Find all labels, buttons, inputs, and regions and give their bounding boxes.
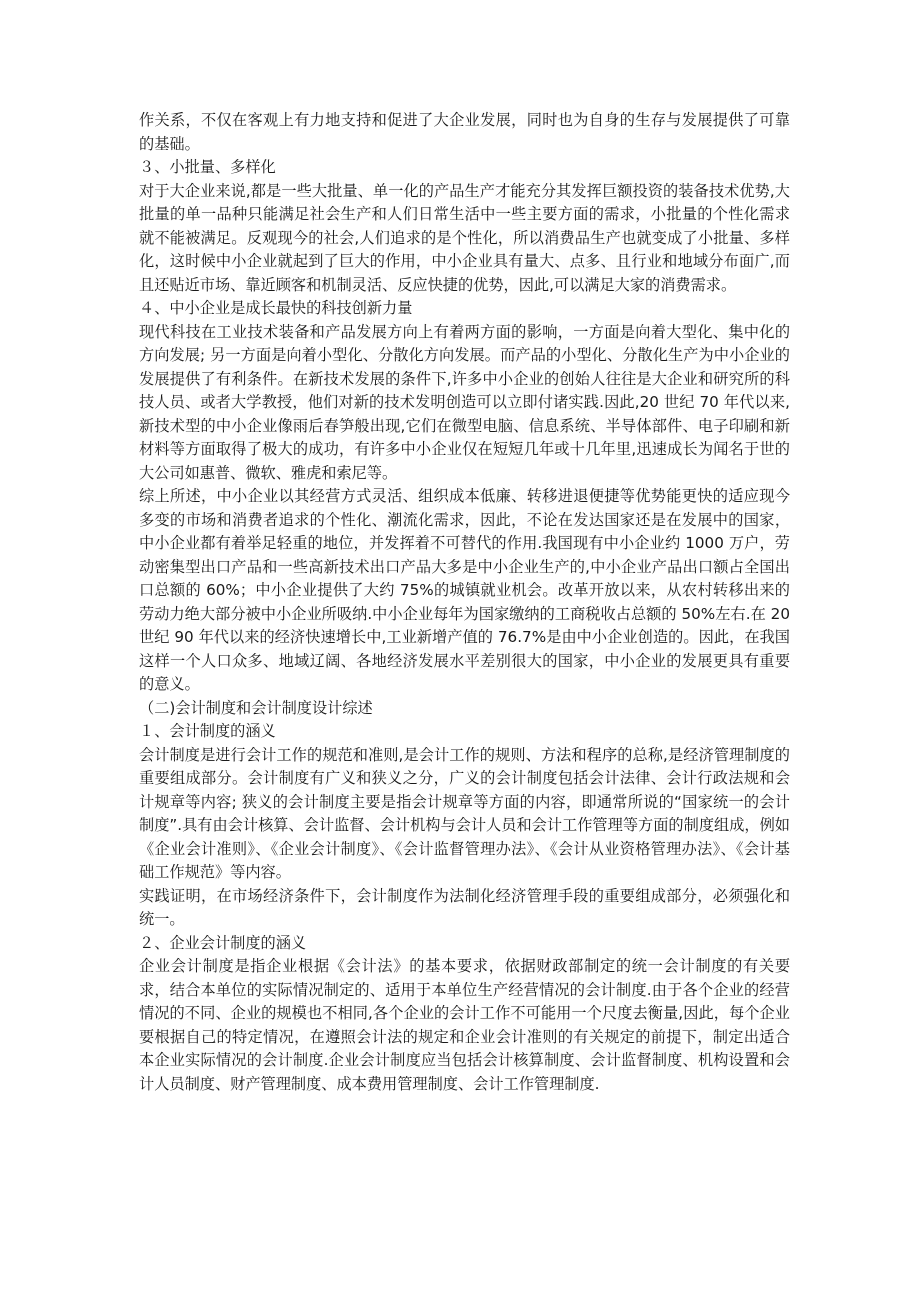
heading-accounting-meaning: １、会计制度的涵义 <box>139 722 276 740</box>
paragraph-accounting-meaning: 会计制度是进行会计工作的规范和准则,是会计工作的规则、方法和程序的总称,是经济管理制度的重要组成部分。会计制度有广义和狭义之分，广义的会计制度包括会计法律、会计行政法规和会计规章等内容; 狭义的会计制度主要是指会计规章等方面的内容，即通常所说的“国家统一的会计制度”.具有由会计核算、会计监督、会计机构与会计人员和会计工作管理等方面的制度组成，例如《企业会计准则》、《企业会计制度》、《会计监督管理办法》、《会计从业资格管理办法》、《会计基础工作规范》等内容。 <box>139 745 790 881</box>
heading-small-batch: ３、小批量、多样化 <box>139 158 276 176</box>
paragraph-small-batch: 对于大企业来说,都是一些大批量、单一化的产品生产才能充分其发挥巨额投资的装备技术优势,大批量的单一品种只能满足社会生产和人们日常生活中一些主要方面的需求，小批量的个性化需求就不能被满足。反观现今的社会,人们追求的是个性化，所以消费品生产也就变成了小批量、多样化，这时候中小企业就起到了巨大的作用，中小企业具有量大、点多、且行业和地域分布面广,而且还贴近市场、靠近顾客和机制灵活、反应快捷的优势，因此,可以满足大家的消费需求。 <box>139 181 790 294</box>
heading-accounting-overview: （二)会计制度和会计制度设计综述 <box>139 698 373 717</box>
paragraph-cooperation: 作关系，不仅在客观上有力地支持和促进了大企业发展，同时也为自身的生存与发展提供了可靠的基础。 <box>139 111 790 153</box>
paragraph-tech-innovation: 现代科技在工业技术装备和产品发展方向上有着两方面的影响，一方面是向着大型化、集中化的方向发展; 另一方面是向着小型化、分散化方向发展。而产品的小型化、分散化生产为中小企业的发展提供了有利条件。在新技术发展的条件下,许多中小企业的创始人往往是大企业和研究所的科技人员、或者大学教授，他们对新的技术发明创造可以立即付诸实践.因此,20 世纪 70 年代以来,新技术型的中小企业像雨后春笋般出现,它们在微型电脑、信息系统、半导体部件、电子印刷和新材料等方面取得了极大的成功，有许多中小企业仅在短短几年或十几年里,迅速成长为闻名于世的大公司如惠普、微软、雅虎和索尼等。 <box>139 322 790 482</box>
document-body <box>139 109 790 1096</box>
paragraph-summary: 综上所述，中小企业以其经营方式灵活、组织成本低廉、转移进退便捷等优势能更快的适应现今多变的市场和消费者追求的个性化、潮流化需求，因此，不论在发达国家还是在发展中的国家，中小企业都有着举足轻重的地位，并发挥着不可替代的作用.我国现有中小企业约 1000 万户，劳动密集型出口产品和一些高新技术出口产品大多是中小企业生产的,中小企业产品出口额占全国出口总额的 60%；中小企业提供了大约 75%的城镇就业机会。改革开放以来，从农村转移出来的劳动力绝大部分被中小企业所吸纳.中小企业每年为国家缴纳的工商税收占总额的 50%左右.在 20 世纪 90 年代以来的经济快速增长中,工业新增产值的 76.7%是由中小企业创造的。因此，在我国这样一个人口众多、地域辽阔、各地经济发展水平差别很大的国家，中小企业的发展更具有重要的意义。 <box>139 487 790 693</box>
heading-enterprise-accounting: ２、企业会计制度的涵义 <box>139 933 307 952</box>
paragraph-practice-proof: 实践证明，在市场经济条件下，会计制度作为法制化经济管理手段的重要组成部分，必须强化和统一。 <box>139 886 790 928</box>
paragraph-enterprise-accounting: 企业会计制度是指企业根据《会计法》的基本要求，依据财政部制定的统一会计制度的有关要求，结合本单位的实际情况制定的、适用于本单位生产经营情况的会计制度.由于各个企业的经营情况的不同、企业的规模也不相同,各个企业的会计工作不可能用一个尺度去衡量,因此，每个企业要根据自己的特定情况，在遵照会计法的规定和企业会计准则的有关规定的前提下，制定出适合本企业实际情况的会计制度.企业会计制度应当包括会计核算制度、会计监督制度、机构设置和会计人员制度、财产管理制度、成本费用管理制度、会计工作管理制度. <box>139 957 790 1093</box>
heading-tech-innovation: ４、中小企业是成长最快的科技创新力量 <box>139 299 413 317</box>
